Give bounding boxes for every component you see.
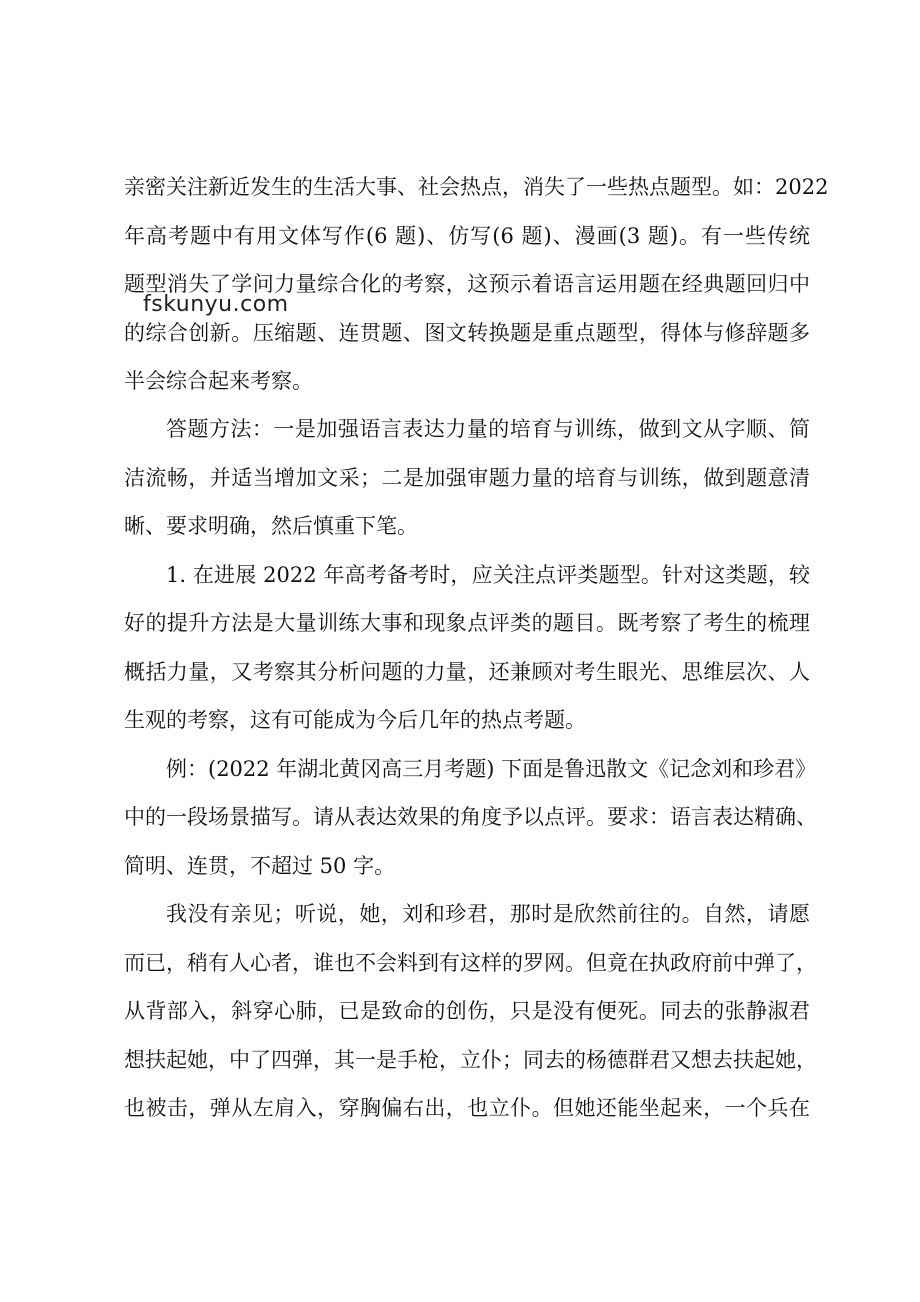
paragraph-5-line-1: 我没有亲见；听说，她，刘和珍君，那时是欣然前往的。自然，请愿 [166,902,810,926]
paragraph-3-line-1: 1. 在进展 2022 年高考备考时，应关注点评类题型。针对这类题，较 [166,563,810,587]
paragraph-4-line-1: 例：(2022 年湖北黄冈高三月考题) 下面是鲁迅散文《记念刘和珍君》 [166,757,817,781]
paragraph-5-line-2: 而已，稍有人心者，谁也不会料到有这样的罗网。但竟在执政府前中弹了， [124,951,817,975]
paragraph-2-line-3: 晰、要求明确，然后慎重下笔。 [124,514,418,538]
paragraph-3-line-3: 概括力量，又考察其分析问题的力量，还兼顾对考生眼光、思维层次、人 [124,660,810,684]
paragraph-5-line-5: 也被击，弹从左肩入，穿胸偏右出，也立仆。但她还能坐起来，一个兵在 [124,1096,810,1120]
paragraph-1-line-1: 亲密关注新近发生的生活大事、社会热点，消失了一些热点题型。如：2022 [124,175,829,199]
paragraph-2-line-1: 答题方法：一是加强语言表达力量的培育与训练，做到文从字顺、简 [166,417,810,441]
paragraph-1-line-5: 半会综合起来考察。 [124,369,313,393]
paragraph-5-line-4: 想扶起她，中了四弹，其一是手枪，立仆；同去的杨德群君又想去扶起她， [124,1048,817,1072]
paragraph-1-line-3: 题型消失了学问力量综合化的考察，这预示着语言运用题在经典题回归中 [124,272,810,296]
paragraph-4-line-2: 中的一段场景描写。请从表达效果的角度予以点评。要求：语言表达精确、 [124,805,817,829]
watermark-text: fskunyu.com [143,292,289,317]
paragraph-4-line-3: 简明、连贯，不超过 50 字。 [124,854,396,878]
paragraph-1-line-4: 的综合创新。压缩题、连贯题、图文转换题是重点题型，得体与修辞题多 [124,321,810,345]
paragraph-5-line-3: 从背部入，斜穿心肺，已是致命的创伤，只是没有便死。同去的张静淑君 [124,999,810,1023]
paragraph-1-line-2: 年高考题中有用文体写作(6 题)、仿写(6 题)、漫画(3 题)。有一些传统 [124,224,810,248]
paragraph-3-line-2: 好的提升方法是大量训练大事和现象点评类的题目。既考察了考生的梳理 [124,611,810,635]
paragraph-3-line-4: 生观的考察，这有可能成为今后几年的热点考题。 [124,708,586,732]
paragraph-2-line-2: 洁流畅，并适当增加文采；二是加强审题力量的培育与训练，做到题意清 [124,466,810,490]
